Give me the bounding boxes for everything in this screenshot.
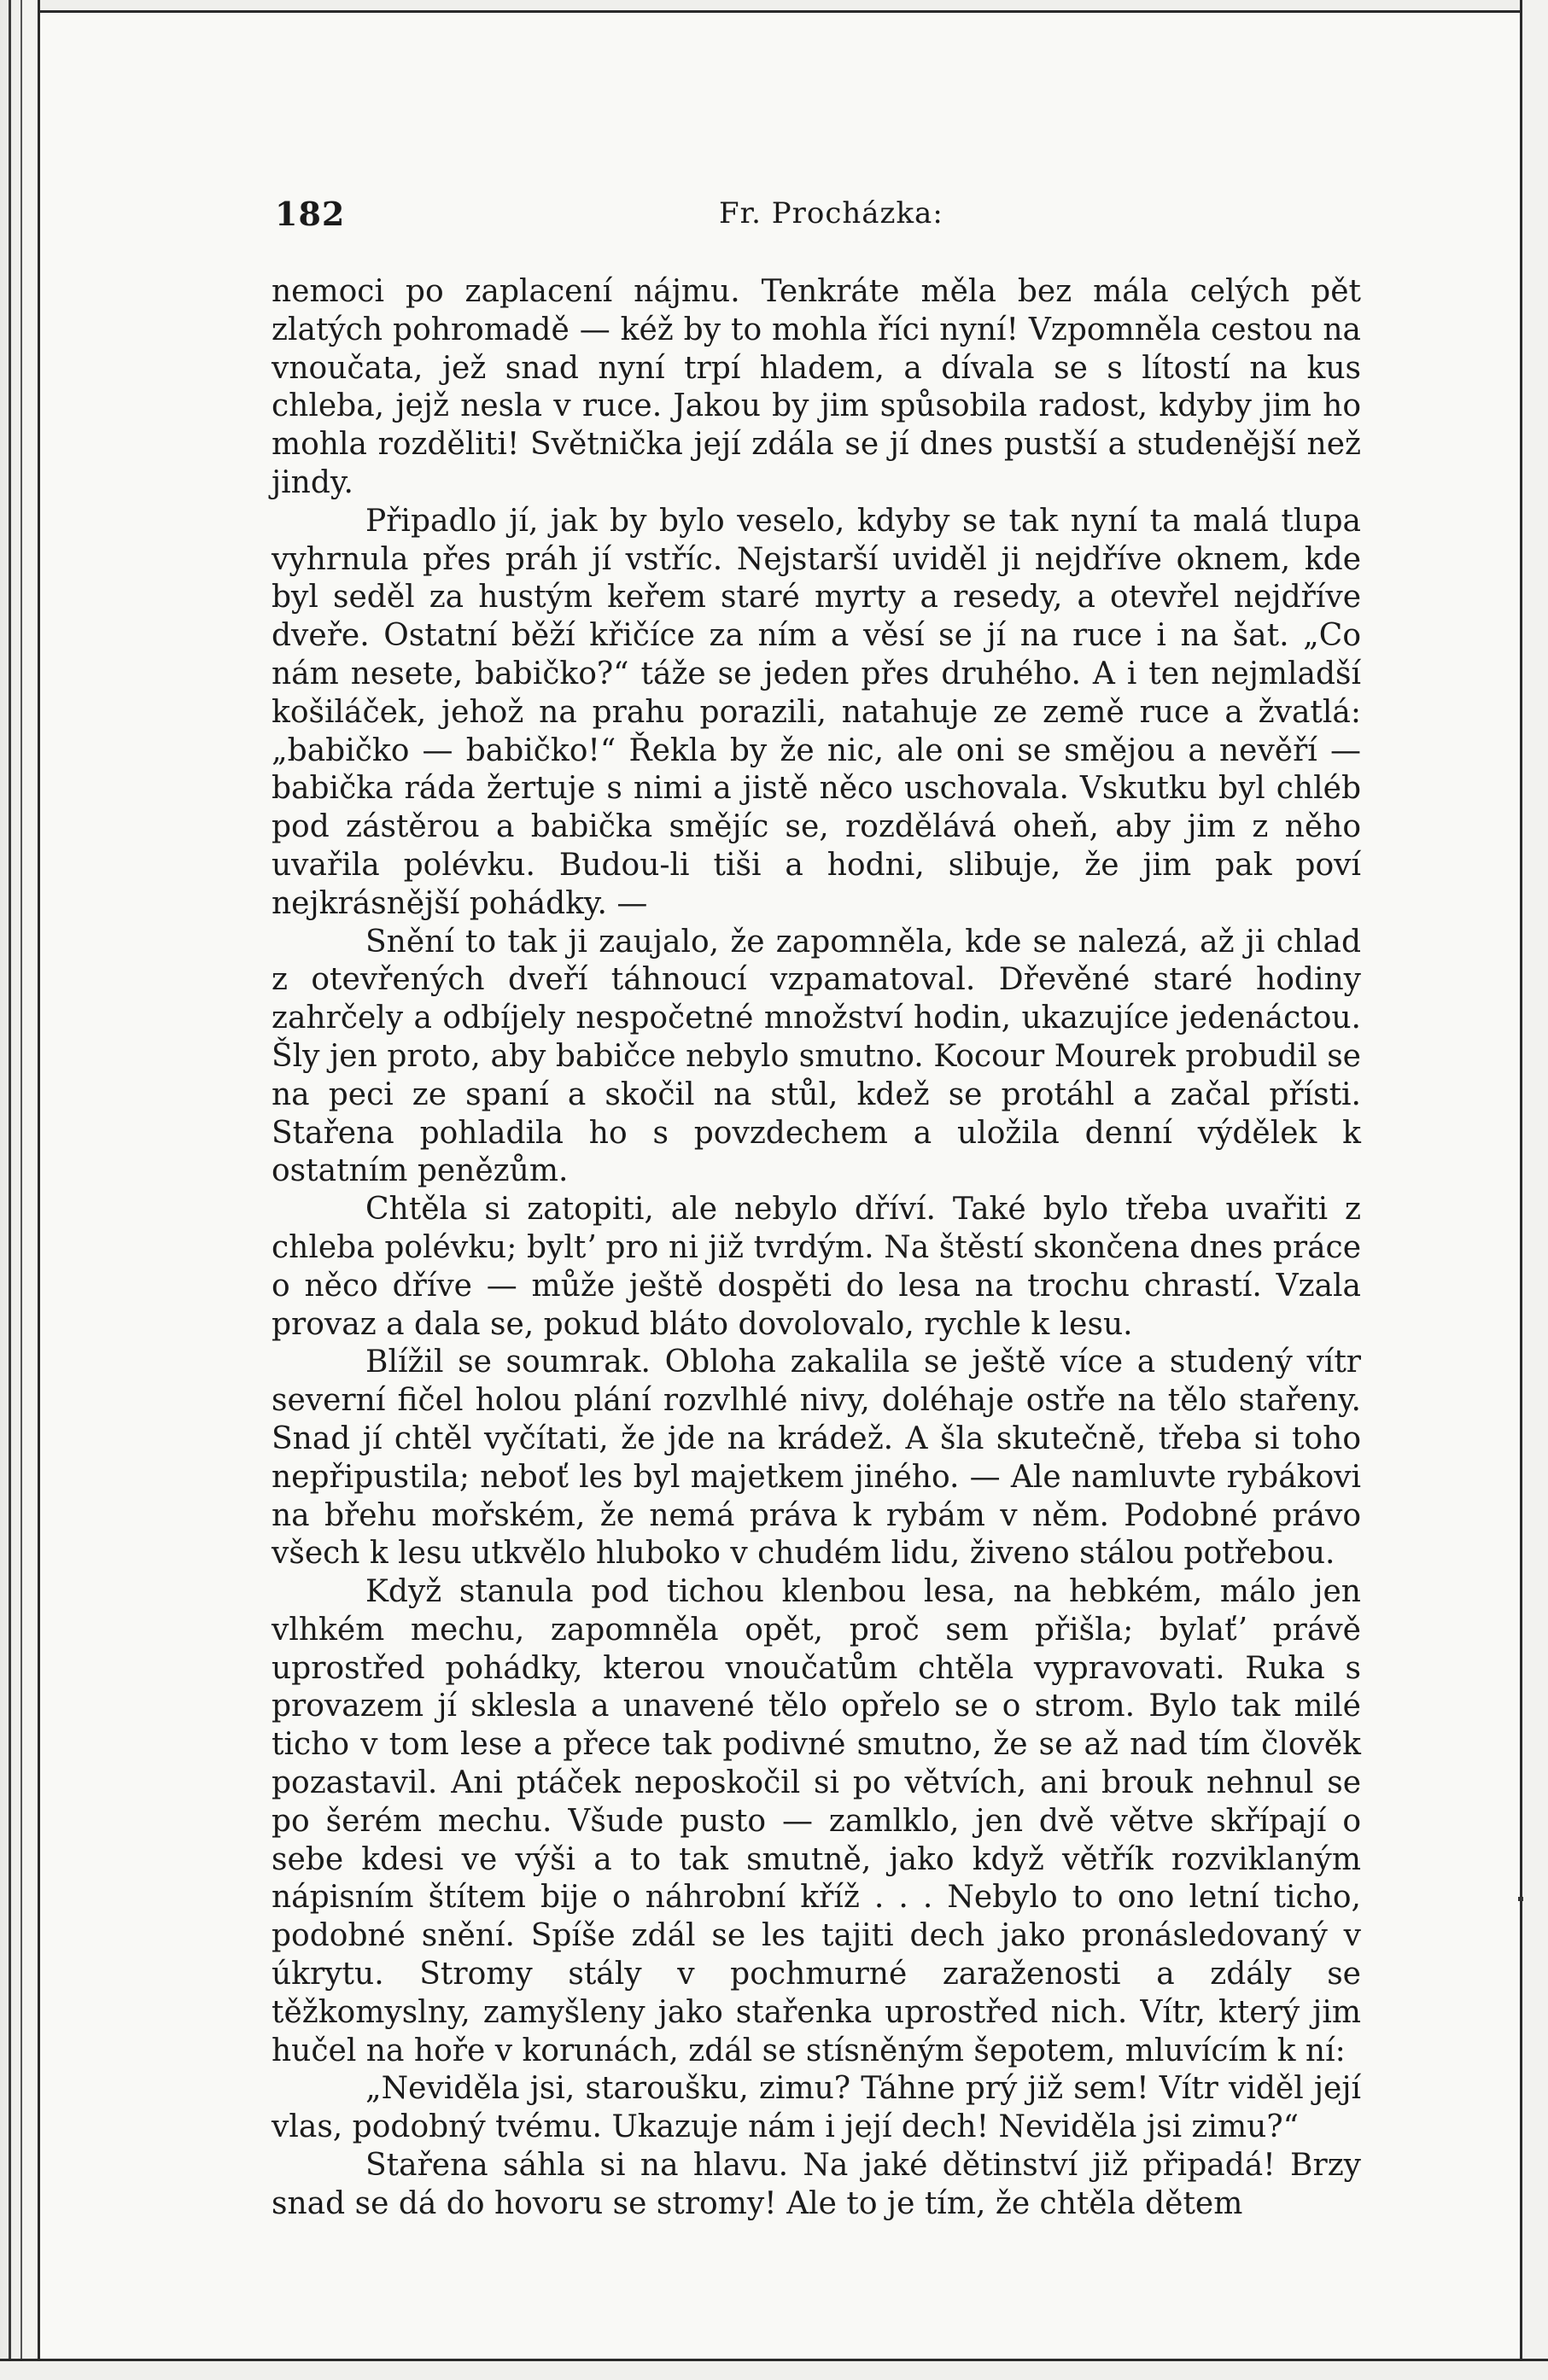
scan-speck: [1518, 1897, 1523, 1901]
paragraph-continuation: nemoci po zaplacení nájmu. Tenkráte měla bez mála celých pět zlatých pohromadě — kéž by to mohla říci nyní! Vzpomněla cestou na vnoučata, jež snad nyní trpí hladem, a dívala se s lítostí na kus chleba, jejž nesla v ruce. Jakou by jim spůsobila radost, kdyby jim ho mohla rozděliti! Světnička její zdála se jí dnes pustší a studenější než jindy.: [272, 274, 1361, 500]
paragraph: Snění to tak ji zaujalo, že zapomněla, kde se nalezá, až ji chlad z otevřených dveří táhnoucí vzpamatoval. Dřevěné staré hodiny zahrčely a odbíjely nespočetné množství hodin, ukazujíce jedenáctou. Šly jen proto, aby babičce nebylo smutno. Kocour Mourek probudil se na peci ze spaní a skočil na stůl, kdež se protáhl a začal přísti. Stařena pohladila ho s povzdechem a uložila denní výdělek k ostatním penězům.: [272, 924, 1361, 1189]
page-header: [275, 195, 1358, 237]
scan-right-edge: [1520, 0, 1548, 2380]
scan-bottom-edge: [0, 2359, 1548, 2380]
paragraph: Stařena sáhla si na hlavu. Na jaké dětinství již připadá! Brzy snad se dá do hovoru se stromy! Ale to je tím, že chtěla dětem: [272, 2148, 1361, 2221]
paragraph: Chtěla si zatopiti, ale nebylo dříví. Také bylo třeba uvařiti z chleba polévku; byltʼ pro ni již tvrdým. Na štěstí skončena dnes práce o něco dříve — může ještě dospěti do lesa na trochu chrastí. Vzala provaz a dala se, pokud bláto dovolovalo, rychle k lesu.: [272, 1192, 1361, 1342]
paragraph: Když stanula pod tichou klenbou lesa, na hebkém, málo jen vlhkém mechu, zapomněla opět, proč sem přišla; bylaťʼ právě uprostřed pohádky, kterou vnoučatům chtěla vypravovati. Ruka s provazem jí sklesla a unavené tělo opřelo se o strom. Bylo tak milé ticho v tom lese a přece tak podivné smutno, že se až nad tím člověk pozastavil. Ani ptáček neposkočil si po větvích, ani brouk nehnul se po šerém mechu. Všude pusto — zamlklo, jen dvě větve skřípají o sebe kdesi ve výši a to tak smutně, jako když větřík rozviklaným nápisním štítem bije o náhrobní kříž . . . Nebylo to ono letní ticho, podobné snění. Spíše zdál se les tajiti dech jako pronásledovaný v úkrytu. Stromy stály v pochmurné zaraženosti a zdály se těžkomyslny, zamyšleny jako stařenka uprostřed nich. Vítr, který jim hučel na hoře v korunách, zdál se stísněným šepotem, mluvícím k ní:: [272, 1574, 1361, 2068]
paragraph: Blížil se soumrak. Obloha zakalila se ještě více a studený vítr severní fičel holou plání rozvlhlé nivy, doléhaje ostře na tělo stařeny. Snad jí chtěl vyčítati, že jde na krádež. A šla skutečně, třeba si toho nepřipustila; neboť les byl majetkem jiného. — Ale namluvte rybákovi na břehu mořském, že nemá práva k rybám v něm. Podobné právo všech k lesu utkvělo hluboko v chudém lidu, živeno stálou potřebou.: [272, 1345, 1361, 1572]
running-head: Fr. Procházka:: [719, 196, 943, 230]
scan-top-edge: [0, 0, 1548, 13]
body-text: [272, 273, 1361, 2224]
paragraph: Připadlo jí, jak by bylo veselo, kdyby se tak nyní ta malá tlupa vyhrnula přes práh jí vstříc. Nejstarší uviděl ji nejdříve oknem, kde byl seděl za hustým keřem staré myrty a resedy, a otevřel nejdříve dveře. Ostatní běží křičíce za ním a věsí se jí na ruce i na šat. „Co nám nesete, babičko?“ táže se jeden přes druhého. A i ten nejmladší košiláček, jehož na prahu porazili, natahuje ze země ruce a žvatlá: „babičko — babičko!“ Řekla by že nic, ale oni se smějou a nevěří — babička ráda žertuje s nimi a jistě něco uschovala. Vskutku byl chléb pod zástěrou a babička smějíc se, rozdělává oheň, aby jim z něho uvařila polévku. Budou-li tiši a hodni, slibuje, že jim pak poví nejkrásnější pohádky. —: [272, 503, 1361, 921]
paragraph-quote: „Neviděla jsi, staroušku, zimu? Táhne prý již sem! Vítr viděl její vlas, podobný tvému. Ukazuje nám i její dech! Neviděla jsi zimu?“: [272, 2071, 1361, 2145]
page-number: 182: [275, 195, 346, 233]
scan-binding-edge: [0, 0, 40, 2380]
